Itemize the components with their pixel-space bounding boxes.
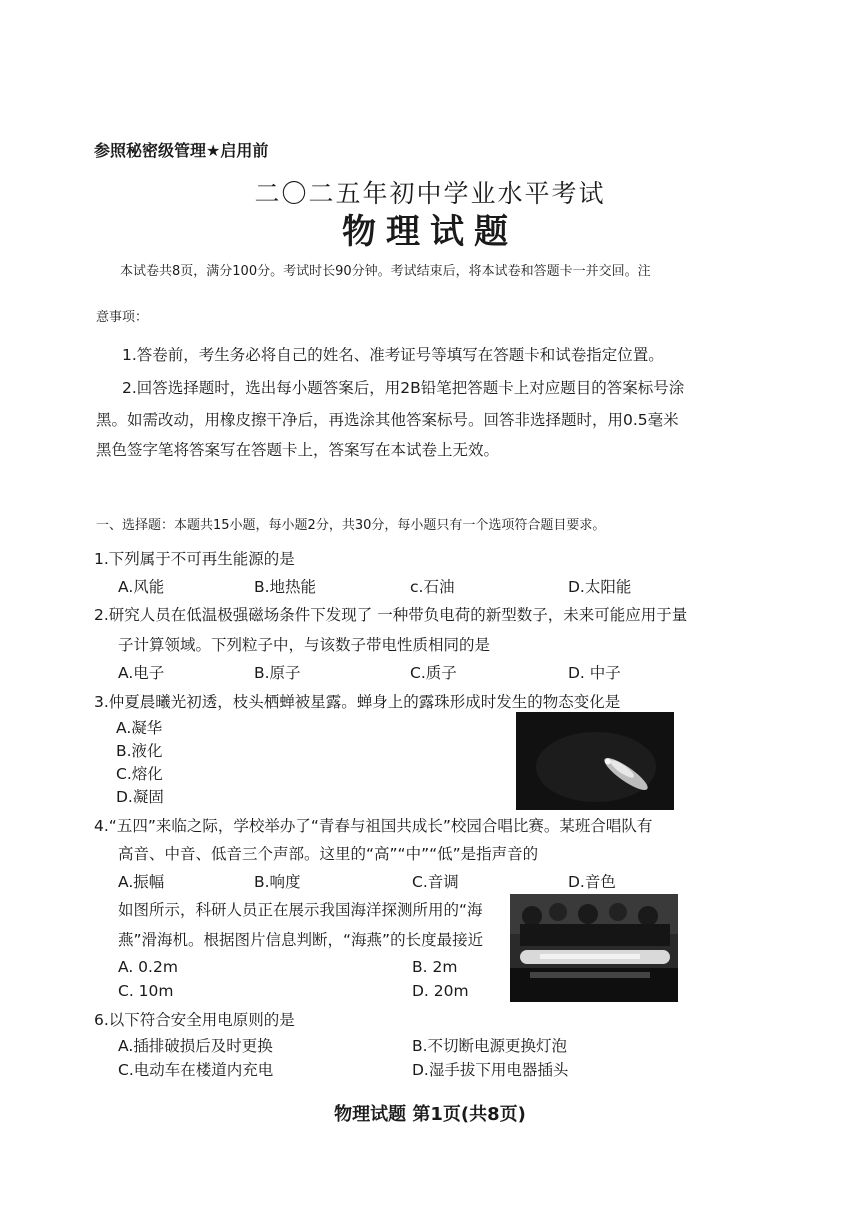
q3-option-c: C.熔化 — [116, 765, 163, 783]
q4-option-b: B.响度 — [254, 873, 301, 891]
q5-option-b: B. 2m — [412, 958, 458, 976]
q3-option-d: D.凝固 — [116, 788, 164, 806]
q6-option-b: B.不切断电源更换灯泡 — [412, 1037, 568, 1055]
q6-option-d: D.湿手拔下用电器插头 — [412, 1061, 569, 1079]
cicada-icon — [516, 712, 674, 810]
q4-option-a: A.振幅 — [118, 873, 165, 891]
section-heading: 一、选择题：本题共15小题，每小题2分，共30分，每小题只有一个选项符合题目要求。 — [96, 518, 606, 533]
q3-option-b: B.液化 — [116, 742, 163, 760]
q3-option-a: A.凝华 — [116, 719, 163, 737]
q6-stem: 6.以下符合安全用电原则的是 — [94, 1011, 295, 1029]
q2-option-a: A.电子 — [118, 664, 165, 682]
cicada-dew-photo — [516, 712, 674, 810]
intro-line-1: 本试卷共8页，满分100分。考试时长90分钟。考试结束后，将本试卷和答题卡一并交回。注 — [120, 264, 651, 279]
q5-stem-line-2: 燕”滑海机。根据图片信息判断，“海燕”的长度最接近 — [118, 931, 484, 949]
q5-option-a: A. 0.2m — [118, 958, 178, 976]
underwater-glider-icon — [510, 894, 678, 1002]
q3-stem: 3.仲夏晨曦光初透，枝头栖蝉被星露。蝉身上的露珠形成时发生的物态变化是 — [94, 693, 621, 711]
q1-option-d: D.太阳能 — [568, 578, 632, 596]
q2-option-c: C.质子 — [410, 664, 457, 682]
q4-stem-line-1: 4.“五四”来临之际，学校举办了“青春与祖国共成长”校园合唱比赛。某班合唱队有 — [94, 817, 653, 835]
q1-option-a: A.风能 — [118, 578, 165, 596]
q4-option-c: C.音调 — [412, 873, 459, 891]
q2-option-b: B.原子 — [254, 664, 301, 682]
q2-option-d: D. 中子 — [568, 664, 621, 682]
q1-option-b: B.地热能 — [254, 578, 317, 596]
intro-line-2: 意事项： — [96, 310, 149, 325]
q5-option-c: C. 10m — [118, 982, 174, 1000]
q2-stem-line-2: 子计算领域。下列粒子中，与该数子带电性质相同的是 — [118, 636, 491, 654]
note-2-line-2: 黑。如需改动，用橡皮擦干净后，再选涂其他答案标号。回答非选择题时，用0.5毫米 — [96, 411, 679, 429]
q4-option-d: D.音色 — [568, 873, 616, 891]
q6-option-c: C.电动车在楼道内充电 — [118, 1061, 274, 1079]
note-1: 1.答卷前，考生务必将自己的姓名、准考证号等填写在答题卡和试卷指定位置。 — [122, 346, 664, 364]
glider-photo — [510, 894, 678, 1002]
q5-stem-line-1: 如图所示，科研人员正在展示我国海洋探测所用的“海 — [118, 901, 483, 919]
page-title: 物理试题 — [342, 212, 518, 252]
q6-option-a: A.插排破损后及时更换 — [118, 1037, 273, 1055]
q2-stem-line-1: 2.研究人员在低温极强磁场条件下发现了 一种带负电荷的新型数子，未来可能应用于量 — [94, 606, 688, 624]
q4-stem-line-2: 高音、中音、低音三个声部。这里的“高”“中”“低”是指声音的 — [118, 845, 539, 863]
page-footer: 物理试题 第1页(共8页) — [334, 1104, 526, 1125]
note-2-line-3: 黑色签字笔将答案写在答题卡上，答案写在本试卷上无效。 — [96, 441, 500, 459]
note-2-line-1: 2.回答选择题时，选出每小题答案后，用2B铅笔把答题卡上对应题目的答案标号涂 — [122, 379, 685, 397]
secret-label: 参照秘密级管理★启用前 — [94, 141, 269, 160]
q5-option-d: D. 20m — [412, 982, 469, 1000]
exam-name: 二〇二五年初中学业水平考试 — [254, 179, 606, 208]
q1-option-c: c.石油 — [410, 578, 455, 596]
q1-stem: 1.下列属于不可再生能源的是 — [94, 550, 295, 568]
